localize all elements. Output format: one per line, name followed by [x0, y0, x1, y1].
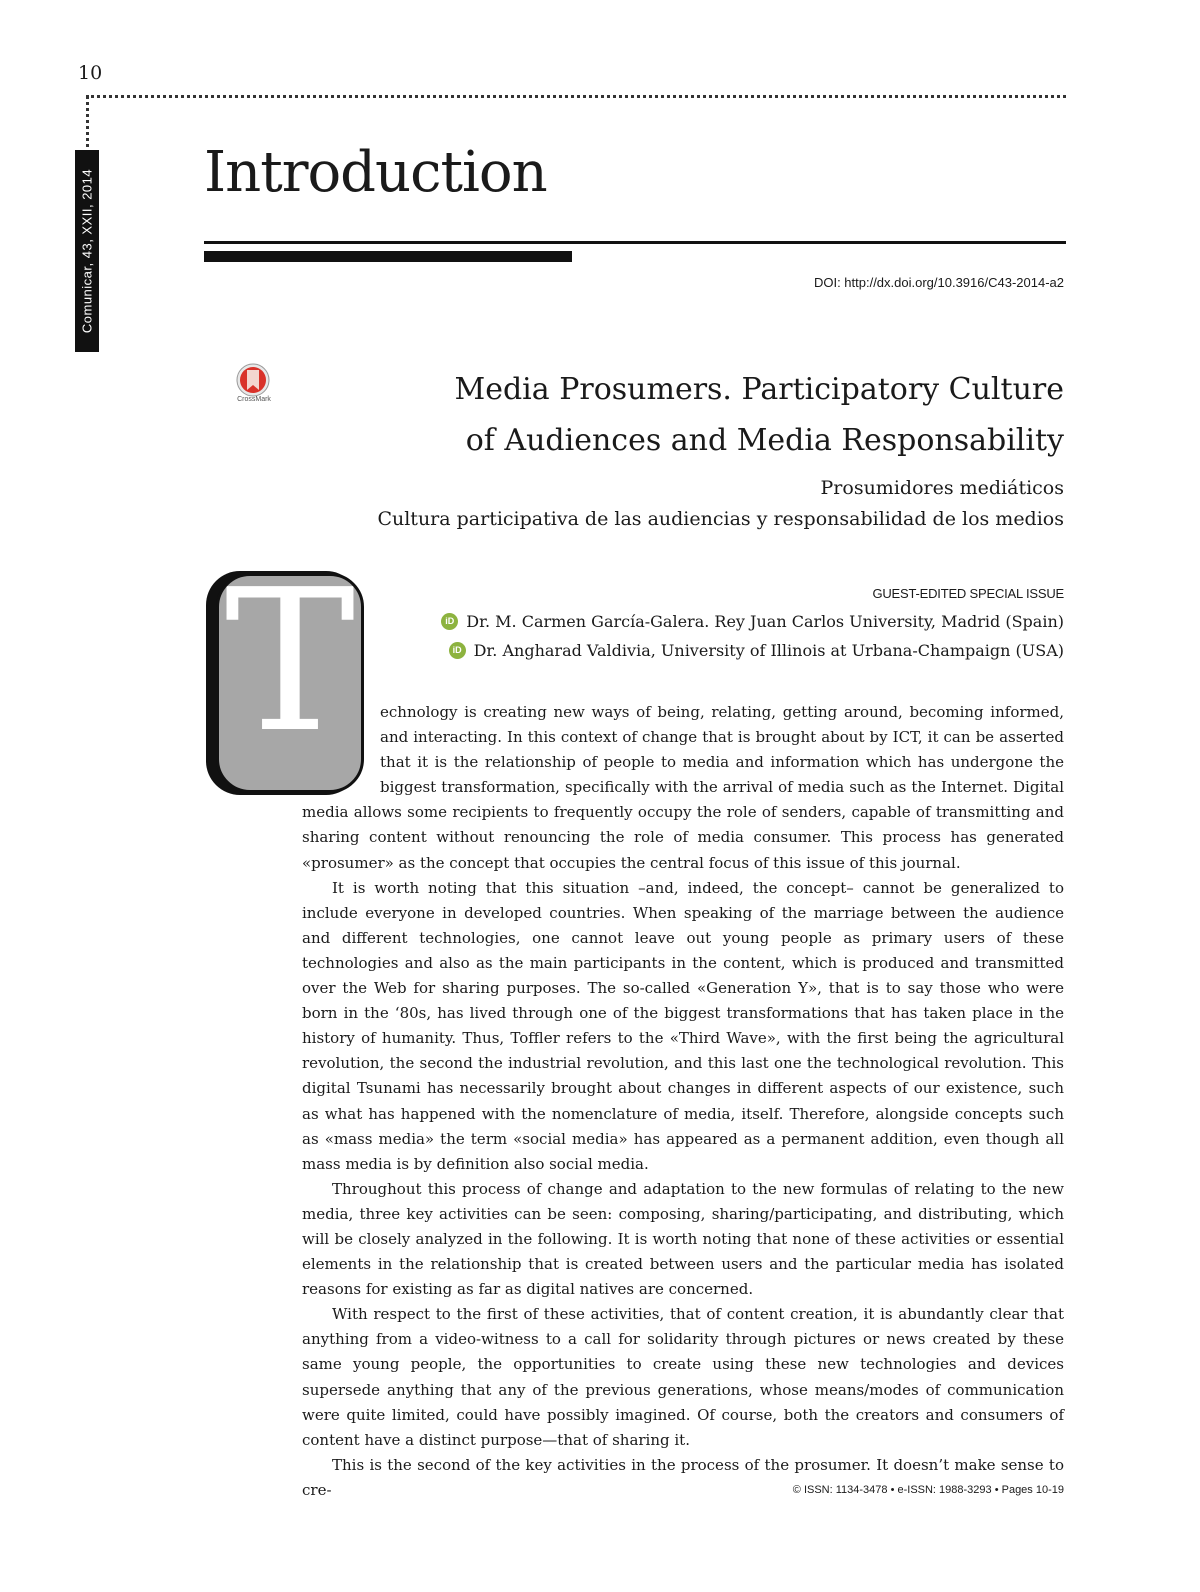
- author-1: [441, 612, 1064, 631]
- article-subtitle-line-2: Cultura participativa de las audiencias y responsabilidad de los medios: [377, 508, 1064, 530]
- orcid-icon[interactable]: iD: [441, 613, 458, 630]
- author-2-text: Dr. Angharad Valdivia, University of Illinois at Urbana-Champaign (USA): [473, 641, 1064, 660]
- article-title-line-2: of Audiences and Media Responsability: [465, 423, 1064, 458]
- title-rule-thick: [204, 251, 572, 262]
- body-paragraph: This is the second of the key activities in the process of the prosumer. It doesn’t make sense to cre-: [302, 1455, 1064, 1499]
- body-paragraph: With respect to the first of these activities, that of content creation, it is abundantly clear that anything from a video-witness to a call for solidarity through pictures or news created by these same young people, the opportunities to create using these new technologies and devices supersede anything that any of the previous generations, whose means/modes of communication were quite limited, could have possibly imagined. Of course, both the creators and consumers of content have a distinct purpose—that of sharing it.: [302, 1305, 1064, 1449]
- journal-side-tab: [75, 150, 99, 352]
- article-subtitle: [377, 473, 1064, 535]
- drop-cap-spacer: [302, 700, 380, 800]
- article-title: [455, 364, 1065, 466]
- dotted-rule-vertical: [86, 95, 89, 155]
- body-paragraph: echnology is creating new ways of being, relating, getting around, becoming informed, and interacting. In this context of change that is brought about by ICT, it can be asserted that it is the relationship of people to media and information which has undergone the biggest transformation, specifically with the arrival of media such as the Internet. Digital media allows some recipients to frequently occupy the role of senders, capable of transmitting and sharing content without renouncing the role of media consumer. This process has generated «prosumer» as the concept that occupies the central focus of this issue of this journal.: [302, 703, 1064, 872]
- section-title: Introduction: [204, 140, 547, 205]
- article-subtitle-line-1: Prosumidores mediáticos: [820, 477, 1064, 499]
- doi-link[interactable]: DOI: http://dx.doi.org/10.3916/C43-2014-a2: [813, 275, 1064, 290]
- article-title-line-1: Media Prosumers. Participatory Culture: [454, 372, 1064, 407]
- journal-side-tab-label: Comunicar, 43, XXII, 2014: [79, 168, 95, 334]
- article-body: [302, 700, 1064, 1503]
- special-issue-label: GUEST-EDITED SPECIAL ISSUE: [872, 586, 1064, 601]
- orcid-icon[interactable]: iD: [449, 642, 466, 659]
- author-2: [449, 641, 1064, 660]
- page-footer: © ISSN: 1134-3478 • e-ISSN: 1988-3293 • Pages 10-19: [792, 1484, 1064, 1496]
- body-paragraph: Throughout this process of change and adaptation to the new formulas of relating to the new media, three key activities can be seen: composing, sharing/participating, and distributing, which will be closely analyzed in the following. It is worth noting that none of these activities or essential elements in the relationship that is created between users and the particular media has isolated reasons for existing as far as digital natives are concerned.: [302, 1179, 1064, 1299]
- page-number: 10: [78, 62, 103, 84]
- drop-cap-letter: T: [224, 573, 356, 776]
- crossmark-label: CrossMark: [237, 396, 271, 403]
- title-rule-thin: [204, 241, 1066, 244]
- body-paragraph: It is worth noting that this situation –and, indeed, the concept– cannot be generalized to include everyone in developed countries. When speaking of the marriage between the audience and different technologies, one cannot leave out young people as primary users of these technologies and also as the main participants in the content, which is produced and transmitted over the Web for sharing purposes. The so-called «Generation Y», that is to say those who were born in the ‘80s, has lived through one of the biggest transformations that has taken place in the history of humanity. Thus, Toffler refers to the «Third Wave», with the first being the agricultural revolution, the second the industrial revolution, and this last one the technological revolution. This digital Tsunami has necessarily brought about changes in different aspects of our existence, such as what has happened with the nomenclature of media, itself. Therefore, alongside concepts such as «mass media» the term «social media» has appeared as a permanent addition, even though all mass media is by definition also social media.: [302, 878, 1064, 1173]
- dotted-rule-horizontal: [86, 95, 1066, 98]
- author-1-text: Dr. M. Carmen García-Galera. Rey Juan Carlos University, Madrid (Spain): [466, 612, 1064, 631]
